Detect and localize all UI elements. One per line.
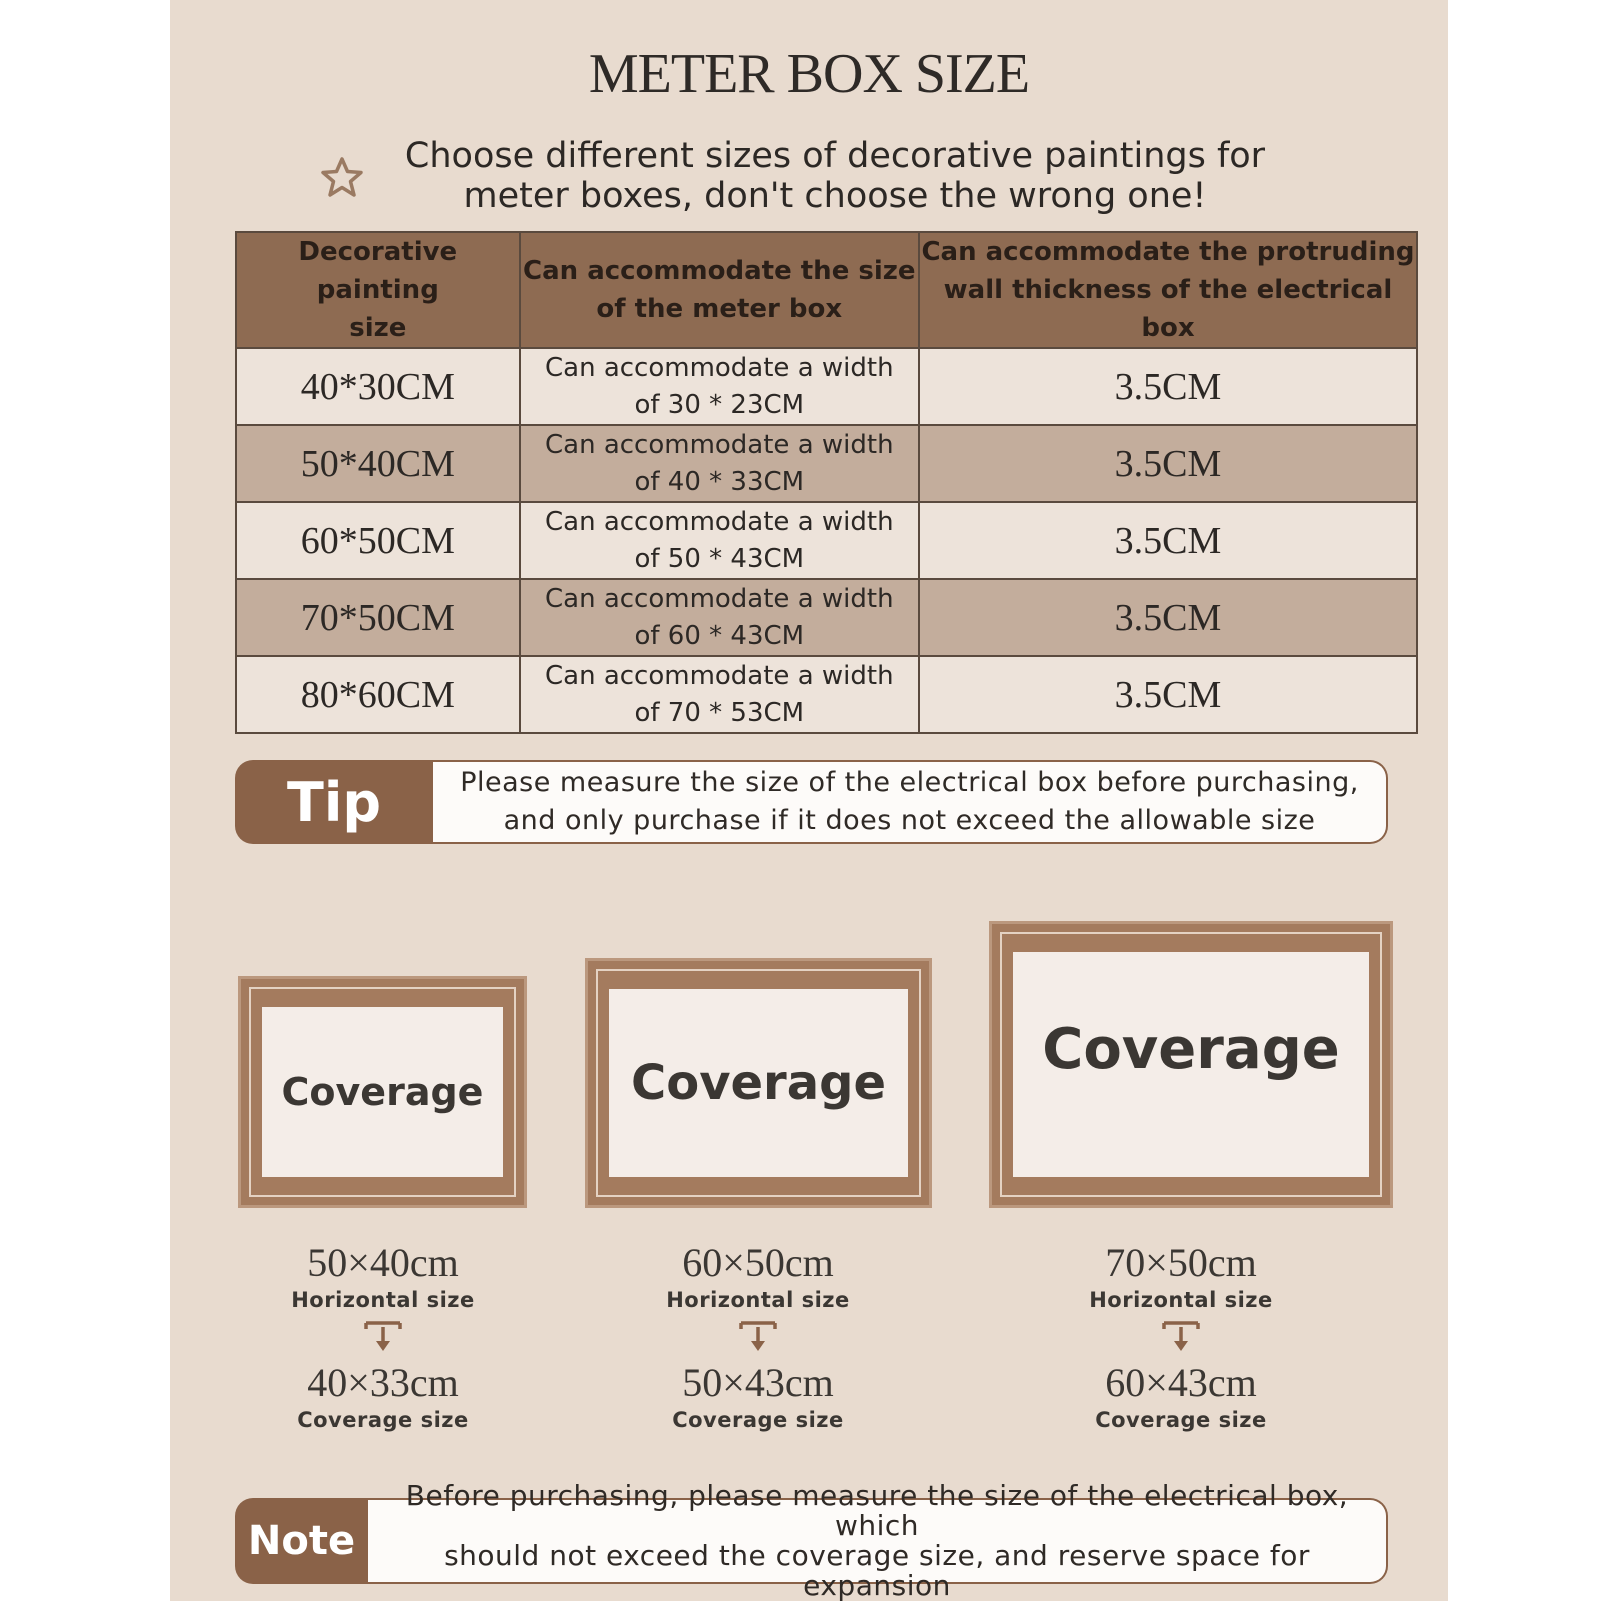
coverage-size-label: Coverage size	[1095, 1408, 1267, 1432]
meter-box-fit-cell: Can accommodate a width of 40 * 33CM	[520, 425, 919, 502]
note-banner	[235, 1479, 1388, 1602]
table-row	[236, 348, 1417, 425]
note-text: Before purchasing, please measure the size of the electrical box, which should not exceed the coverage size, and reserve space for expansion	[368, 1500, 1386, 1582]
page-title: METER BOX SIZE	[588, 43, 1030, 105]
coverage-frame-large	[989, 921, 1393, 1208]
size-column	[248, 1240, 518, 1434]
tip-label: Tip	[287, 770, 381, 834]
arrow-down-icon	[363, 1320, 403, 1354]
tip-banner	[235, 760, 1388, 844]
product-infographic	[170, 0, 1448, 1601]
coverage-label: Coverage	[609, 989, 908, 1177]
horizontal-size-value: 60×50cm	[682, 1240, 834, 1285]
wall-thickness-cell: 3.5CM	[919, 656, 1417, 733]
horizontal-size-value: 50×40cm	[307, 1240, 459, 1285]
table-row	[236, 502, 1417, 579]
coverage-size-value: 60×43cm	[1105, 1360, 1257, 1405]
wall-thickness-cell: 3.5CM	[919, 502, 1417, 579]
table-row	[236, 579, 1417, 656]
coverage-frame-small	[238, 976, 527, 1208]
column-header-painting-size: Decorative painting size	[236, 232, 520, 348]
subtitle-line: meter boxes, don't choose the wrong one!	[463, 176, 1207, 216]
horizontal-size-label: Horizontal size	[1089, 1288, 1273, 1312]
table-row	[236, 425, 1417, 502]
painting-size-cell: 70*50CM	[236, 579, 520, 656]
note-label: Note	[247, 1518, 356, 1564]
coverage-size-label: Coverage size	[672, 1408, 844, 1432]
coverage-label: Coverage	[1013, 952, 1369, 1177]
coverage-size-label: Coverage size	[297, 1408, 469, 1432]
star-outline-icon	[318, 155, 366, 201]
coverage-size-value: 50×43cm	[682, 1360, 834, 1405]
painting-size-cell: 60*50CM	[236, 502, 520, 579]
coverage-frame-medium	[585, 958, 932, 1208]
tip-text: Please measure the size of the electrical box before purchasing, and only purchase if it does not exceed the allowable size	[433, 762, 1386, 842]
table-header-row	[236, 232, 1417, 348]
table-row	[236, 656, 1417, 733]
arrow-down-icon	[1161, 1320, 1201, 1354]
meter-box-fit-cell: Can accommodate a width of 70 * 53CM	[520, 656, 919, 733]
painting-size-cell: 80*60CM	[236, 656, 520, 733]
coverage-label: Coverage	[262, 1007, 503, 1177]
wall-thickness-cell: 3.5CM	[919, 579, 1417, 656]
column-header-wall-thickness: Can accommodate the protruding wall thickness of the electrical box	[919, 232, 1417, 348]
size-column	[623, 1240, 893, 1434]
coverage-size-value: 40×33cm	[307, 1360, 459, 1405]
meter-box-fit-cell: Can accommodate a width of 60 * 43CM	[520, 579, 919, 656]
painting-size-cell: 40*30CM	[236, 348, 520, 425]
meter-box-fit-cell: Can accommodate a width of 50 * 43CM	[520, 502, 919, 579]
meter-box-fit-cell: Can accommodate a width of 30 * 23CM	[520, 348, 919, 425]
painting-size-cell: 50*40CM	[236, 425, 520, 502]
horizontal-size-value: 70×50cm	[1105, 1240, 1257, 1285]
size-spec-table	[235, 231, 1418, 734]
wall-thickness-cell: 3.5CM	[919, 348, 1417, 425]
horizontal-size-label: Horizontal size	[666, 1288, 850, 1312]
column-header-meter-box-size: Can accommodate the size of the meter box	[520, 232, 919, 348]
subtitle-line: Choose different sizes of decorative paintings for	[404, 136, 1266, 176]
size-column	[1046, 1240, 1316, 1434]
wall-thickness-cell: 3.5CM	[919, 425, 1417, 502]
arrow-down-icon	[738, 1320, 778, 1354]
horizontal-size-label: Horizontal size	[291, 1288, 475, 1312]
subtitle	[385, 136, 1285, 216]
